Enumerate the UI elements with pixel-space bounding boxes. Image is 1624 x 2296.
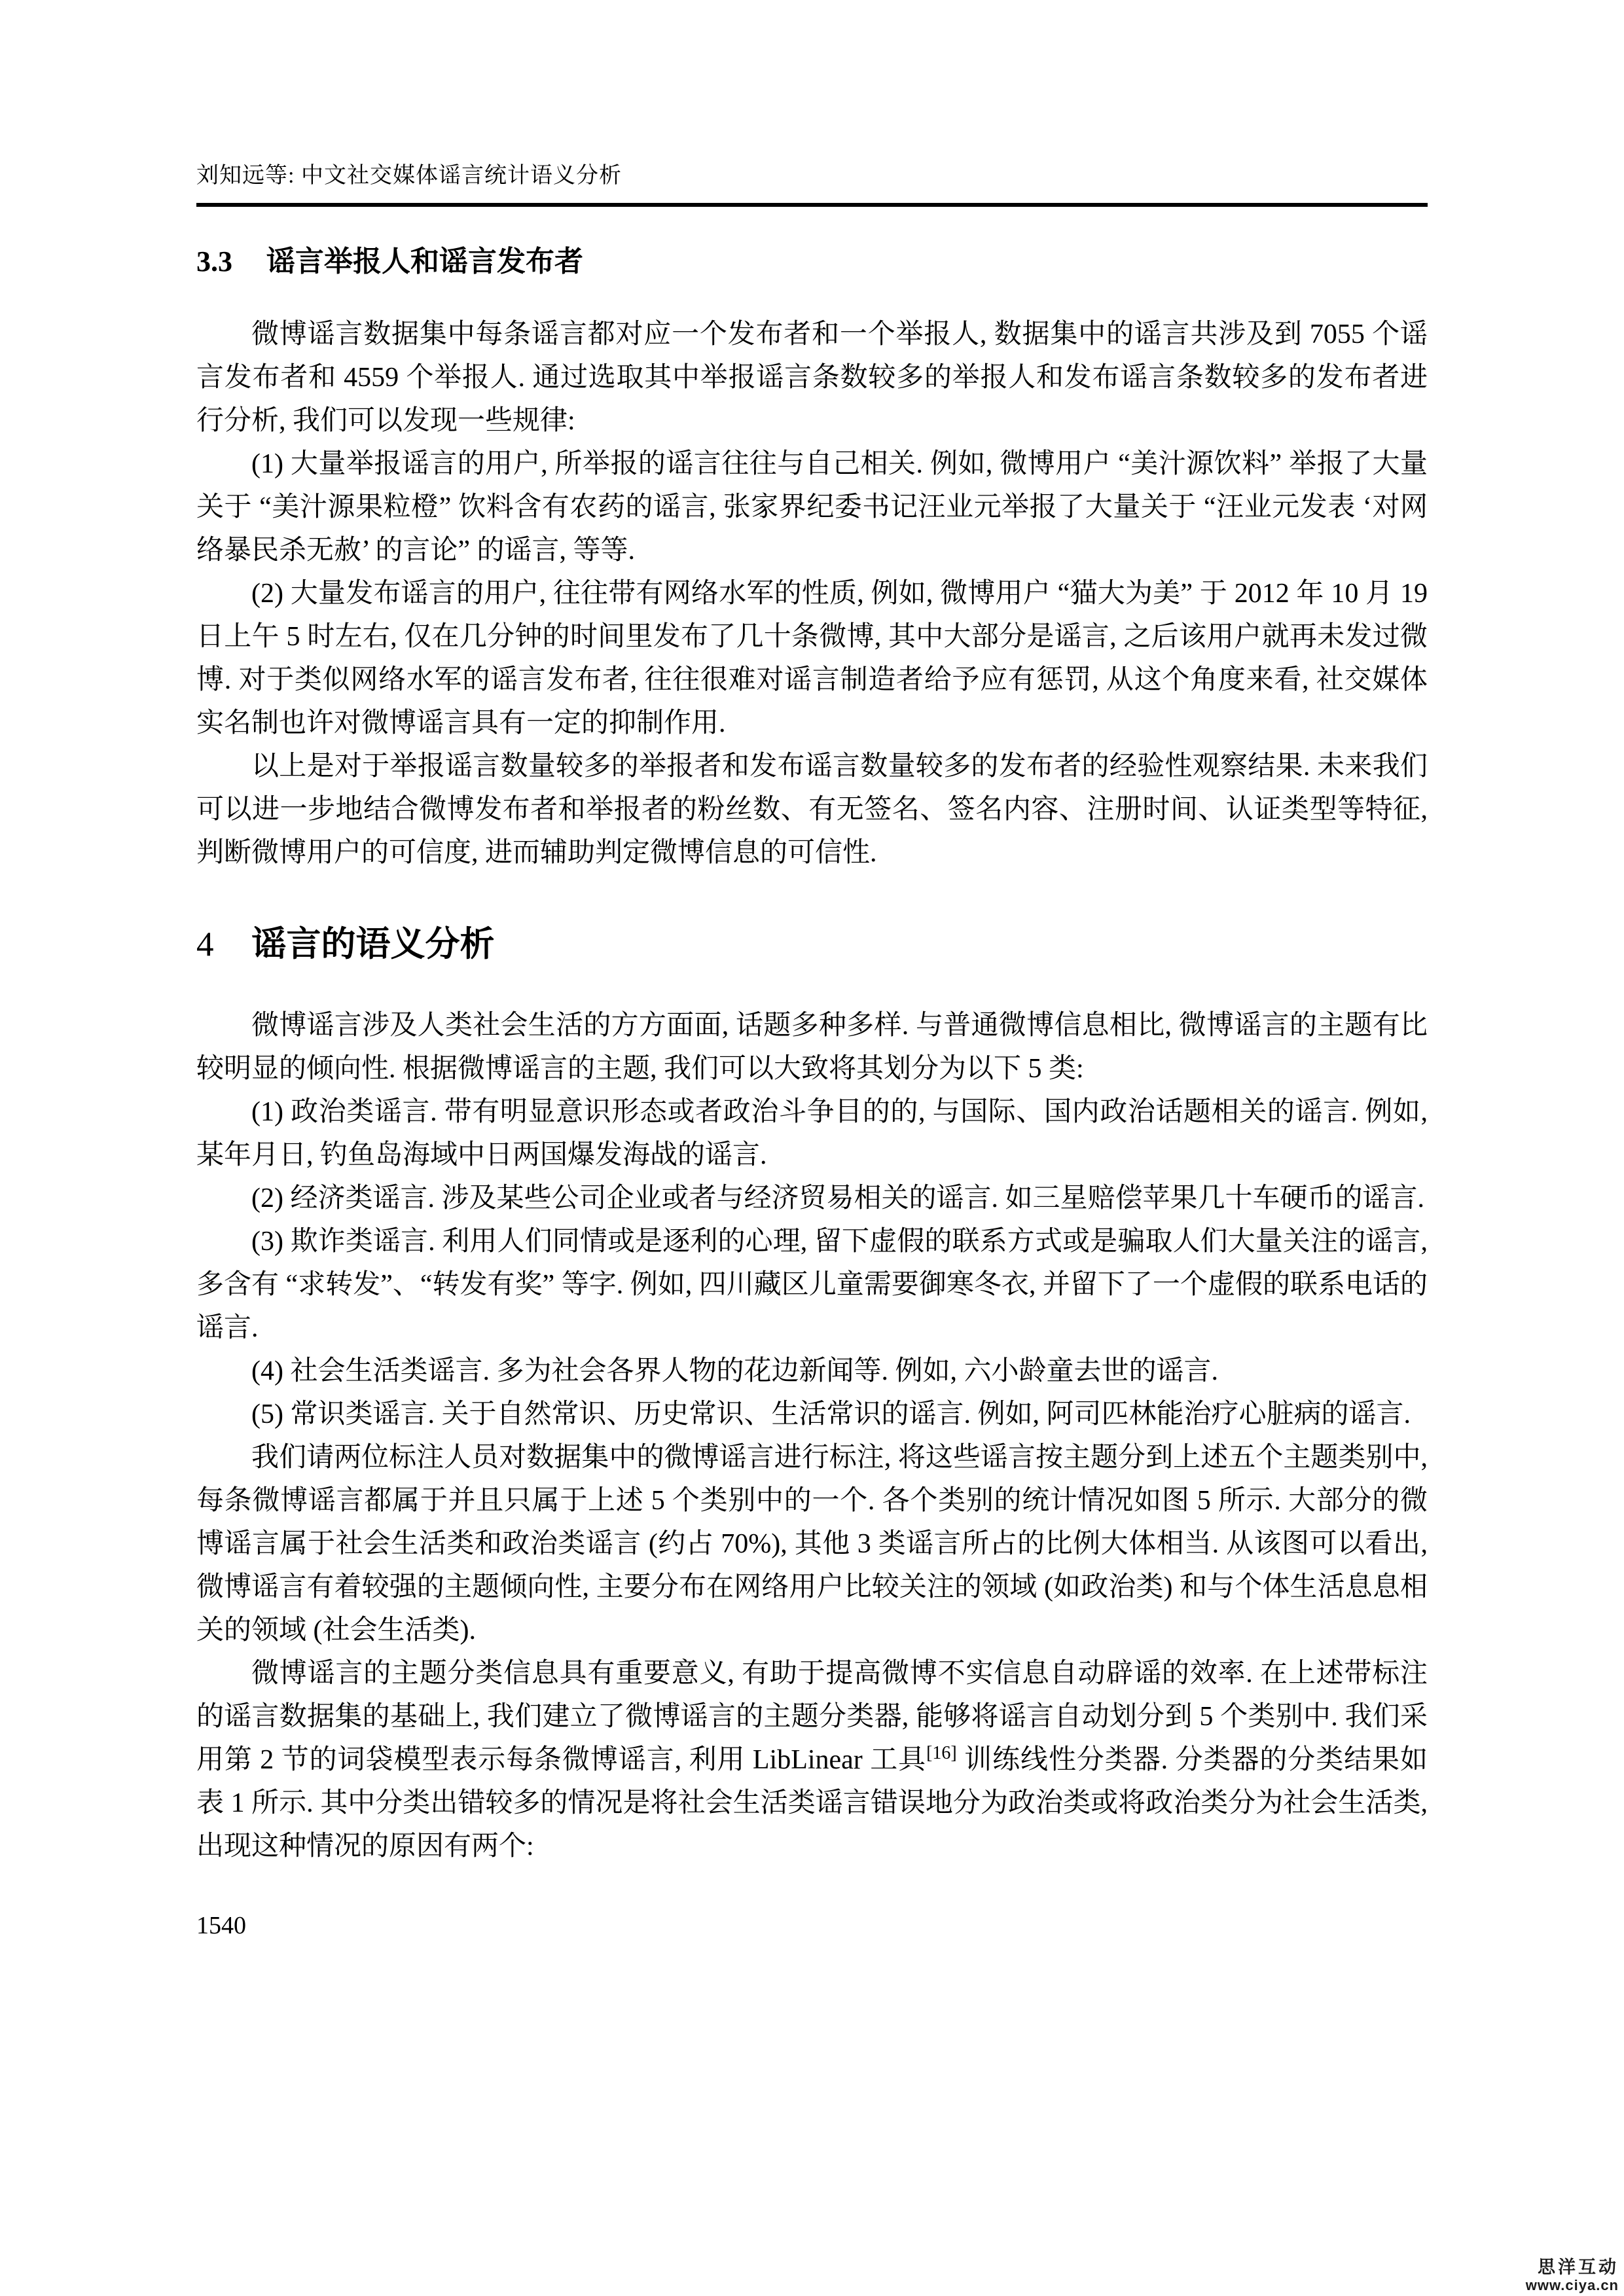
section-4-number: 4 [196,925,214,963]
header-rule [196,203,1428,207]
paragraph: 我们请两位标注人员对数据集中的微博谣言进行标注, 将这些谣言按主题分到上述五个主题类别中, 每条微博谣言都属于并且只属于上述 5 个类别中的一个. 各个类别的统计情况如图 5 所示. 大部分的微博谣言属于社会生活类和政治类谣言 (约占 70%), 其他 3 类谣言所占的比例大体相当. 从该图可以看出, 微博谣言有着较强的主题倾向性, 主要分布在网络用户比较关注的领域 (如政治类) 和与个体生活息息相关的领域 (社会生活类). [196,1443,1428,1645]
watermark [1526,2257,1619,2293]
citation-ref: [16] [926,1743,957,1763]
paragraph: (2) 大量发布谣言的用户, 往往带有网络水军的性质, 例如, 微博用户 “猫大为美” 于 2012 年 10 月 19 日上午 5 时左右, 仅在几分钟的时间里发布了几十条微博, 其中大部分是谣言, 之后该用户就再未发过微博. 对于类似网络水军的谣言发布者, 往往很难对谣言制造者给予应有惩罚, 从这个角度来看, 社交媒体实名制也许对微博谣言具有一定的抑制作用. [196,579,1428,738]
section-3-3-title: 谣言举报人和谣言发布者 [266,245,583,278]
section-3-3-heading [196,245,1428,279]
paragraph-text: 微博谣言的主题分类信息具有重要意义, 有助于提高微博不实信息自动辟谣的效率. 在上述带标注的谣言数据集的基础上, 我们建立了微博谣言的主题分类器, 能够将谣言自动划分到 5 个类别中. 我们采用第 2 节的词袋模型表示每条微博谣言, 利用 LibLinear 工具 [196,1659,1428,1775]
paragraph: 微博谣言数据集中每条谣言都对应一个发布者和一个举报人, 数据集中的谣言共涉及到 7055 个谣言发布者和 4559 个举报人. 通过选取其中举报谣言条数较多的举报人和发布谣言条数较多的发布者进行分析, 我们可以发现一些规律: [196,319,1428,436]
paragraph: (5) 常识类谣言. 关于自然常识、历史常识、生活常识的谣言. 例如, 阿司匹林能治疗心脏病的谣言. [251,1399,1411,1429]
paragraph: (4) 社会生活类谣言. 多为社会各界人物的花边新闻等. 例如, 六小龄童去世的谣言. [251,1356,1218,1386]
page-number: 1540 [196,1912,246,1939]
paragraph: 微博谣言涉及人类社会生活的方方面面, 话题多种多样. 与普通微博信息相比, 微博谣言的主题有比较明显的倾向性. 根据微博谣言的主题, 我们可以大致将其划分为以下 5 类: [196,1011,1428,1084]
section-4-title: 谣言的语义分析 [251,925,495,963]
section-4-body [196,1004,1428,1868]
page-content [196,0,1428,1940]
section-4-heading [196,924,1428,965]
paragraph: (2) 经济类谣言. 涉及某些公司企业或者与经济贸易相关的谣言. 如三星赔偿苹果几十车硬币的谣言. [251,1183,1424,1213]
watermark-url: www.ciya.cn [1525,2277,1619,2293]
section-3-3-number: 3.3 [196,245,232,278]
paragraph: (1) 政治类谣言. 带有明显意识形态或者政治斗争目的的, 与国际、国内政治话题相关的谣言. 例如, 某年月日, 钓鱼岛海域中日两国爆发海战的谣言. [196,1097,1428,1170]
paragraph: 以上是对于举报谣言数量较多的举报者和发布谣言数量较多的发布者的经验性观察结果. 未来我们可以进一步地结合微博发布者和举报者的粉丝数、有无签名、签名内容、注册时间、认证类型等特征, 判断微博用户的可信度, 进而辅助判定微博信息的可信性. [196,751,1428,868]
paragraph: (3) 欺诈类谣言. 利用人们同情或是逐利的心理, 留下虚假的联系方式或是骗取人们大量关注的谣言, 多含有 “求转发”、“转发有奖” 等字. 例如, 四川藏区儿童需要御寒冬衣, 并留下了一个虚假的联系电话的谣言. [196,1227,1428,1343]
paragraph [196,1652,1428,1868]
paragraph-text: 训练线性分类器. 分类器的分类结果如表 1 所示. 其中分类出错较多的情况是将社会生活类谣言错误地分为政治类或将政治类分为社会生活类, 出现这种情况的原因有两个: [196,1745,1428,1861]
running-header: 刘知远等: 中文社交媒体谣言统计语义分析 [196,164,622,188]
section-3-3-body [196,313,1428,874]
watermark-brand: 思洋互动 [1538,2257,1619,2277]
paragraph: (1) 大量举报谣言的用户, 所举报的谣言往往与自己相关. 例如, 微博用户 “美汁源饮料” 举报了大量关于 “美汁源果粒橙” 饮料含有农药的谣言, 张家界纪委书记汪业元举报了大量关于 “汪业元发表 ‘对网络暴民杀无赦’ 的言论” 的谣言, 等等. [196,449,1428,565]
